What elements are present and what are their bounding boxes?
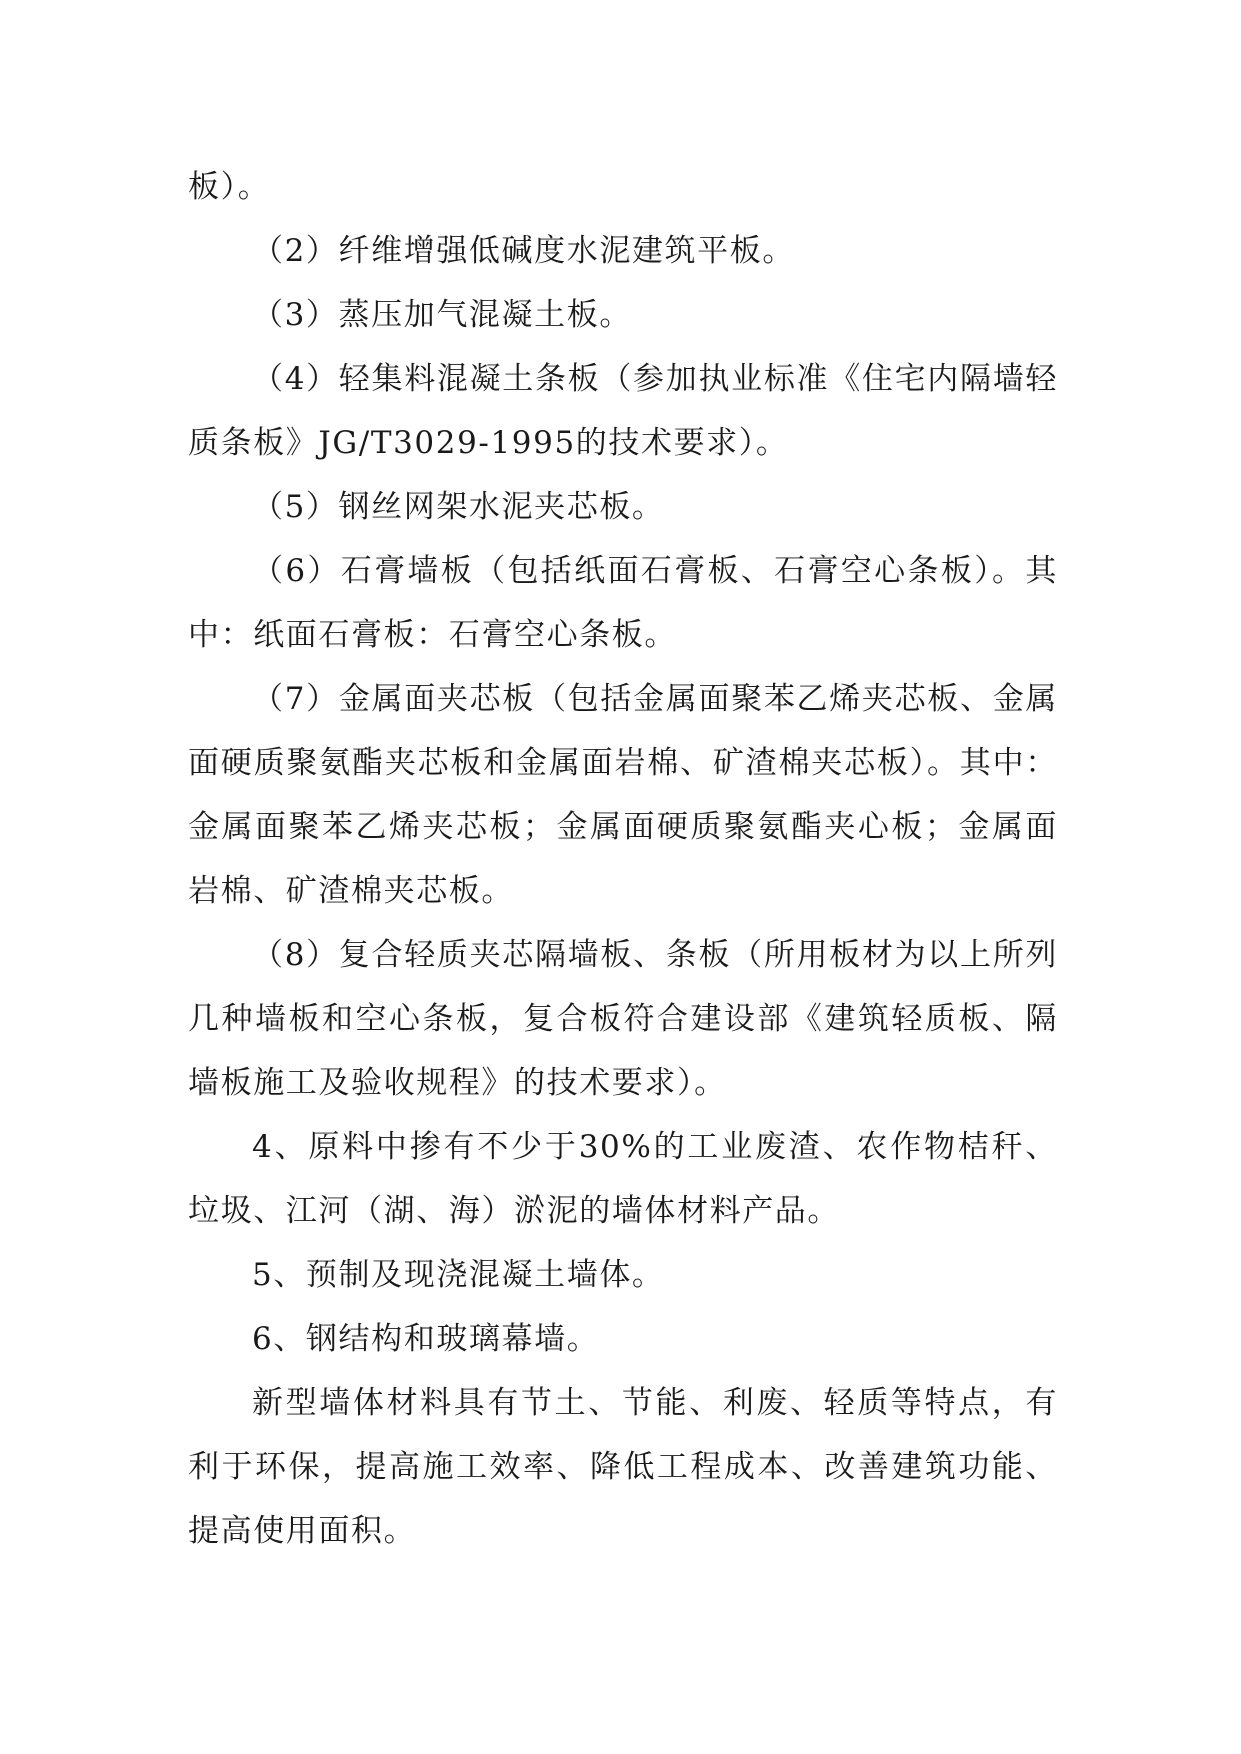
section-item-6: 6、钢结构和玻璃幕墙。 [252,1321,600,1357]
list-item-2: （2）纤维增强低碱度水泥建筑平板。 [252,233,795,269]
list-item-5: （5）钢丝网架水泥夹芯板。 [252,489,665,525]
list-item-6: （6）石膏墙板（包括纸面石膏板、石膏空心条板）。其中：纸面石膏板：石膏空心条板。 [188,553,1058,653]
list-item-3: （3）蒸压加气混凝土板。 [252,297,632,333]
section-item-5: 5、预制及现浇混凝土墙体。 [252,1257,665,1293]
section-item-4: 4、原料中掺有不少于30%的工业废渣、农作物桔秆、垃圾、江河（湖、海）淤泥的墙体材料产品。 [188,1129,1058,1229]
document-body [188,155,1058,1563]
summary-paragraph: 新型墙体材料具有节土、节能、利废、轻质等特点，有利于环保，提高施工效率、降低工程成本、改善建筑功能、提高使用面积。 [188,1385,1058,1549]
list-item-4: （4）轻集料混凝土条板（参加执业标准《住宅内隔墙轻质条板》JG/T3029-1995的技术要求）。 [188,361,1058,461]
list-item-7: （7）金属面夹芯板（包括金属面聚苯乙烯夹芯板、金属面硬质聚氨酯夹芯板和金属面岩棉、矿渣棉夹芯板）。其中：金属面聚苯乙烯夹芯板；金属面硬质聚氨酯夹心板；金属面岩棉、矿渣棉夹芯板。 [188,681,1058,909]
list-item-8: （8）复合轻质夹芯隔墙板、条板（所用板材为以上所列几种墙板和空心条板，复合板符合建设部《建筑轻质板、隔墙板施工及验收规程》的技术要求）。 [188,937,1058,1101]
paragraph-continuation: 板）。 [188,169,271,205]
